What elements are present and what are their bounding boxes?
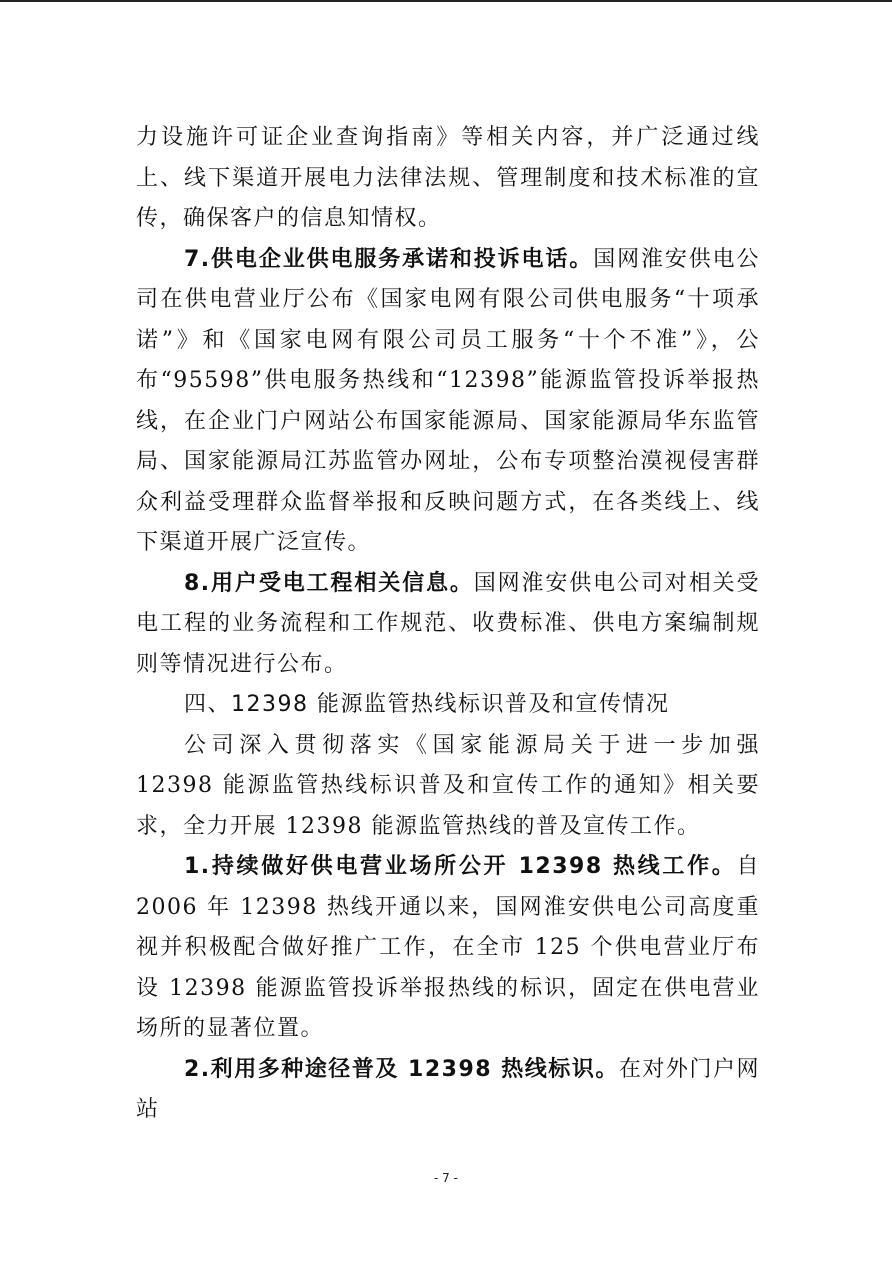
- top-border: [0, 0, 892, 2]
- paragraph-continued: 力设施许可证企业查询指南》等相关内容，并广泛通过线上、线下渠道开展电力法律法规、管理制度和技术标准的宣传，确保客户的信息知情权。: [136, 125, 760, 231]
- item-1-body: 自 2006 年 12398 热线开通以来，国网淮安供电公司高度重视并积极配合做好推广工作，在全市 125 个供电营业厅布设 12398 能源监管投诉举报热线的标识，固定在供电营业场所的显著位置。: [136, 854, 760, 1041]
- item-7-paragraph: [136, 240, 760, 564]
- item-8-title: 8.用户受电工程相关信息。: [184, 570, 474, 596]
- section-4-intro: 公司深入贯彻落实《国家能源局关于进一步加强 12398 能源监管热线标识普及和宣传工作的通知》相关要求，全力开展 12398 能源监管热线的普及宣传工作。: [136, 732, 760, 839]
- item-2-title: 2.利用多种途径普及 12398 热线标识。: [184, 1056, 619, 1082]
- document-body: [136, 118, 760, 1131]
- item-1-title: 1.持续做好供电营业场所公开 12398 热线工作。: [184, 854, 737, 879]
- item-7-title: 7.供电企业供电服务承诺和投诉电话。: [184, 246, 594, 272]
- item-2-paragraph: [136, 1050, 760, 1131]
- item-8-body: 国网淮安供电公司对相关受电工程的业务流程和工作规范、收费标准、供电方案编制规则等情况进行公布。: [136, 570, 760, 677]
- item-8-paragraph: [136, 564, 760, 686]
- item-2-body: 在对外门户网站: [136, 1056, 760, 1122]
- item-7-body: 国网淮安供电公司在供电营业厅公布《国家电网有限公司供电服务“十项承诺”》和《国家电网有限公司员工服务“十个不准”》，公布“95598”供电服务热线和“12398”能源监管投诉举报热线，在企业门户网站公布国家能源局、国家能源局华东监管局、国家能源局江苏监管办网址，公布专项整治漠视侵害群众利益受理群众监督举报和反映问题方式，在各类线上、线下渠道开展广泛宣传。: [136, 246, 760, 555]
- section-4-heading: 四、12398 能源监管热线标识普及和宣传情况: [184, 692, 670, 717]
- page-number: - 7 -: [434, 1171, 458, 1185]
- item-1-paragraph: [136, 847, 760, 1050]
